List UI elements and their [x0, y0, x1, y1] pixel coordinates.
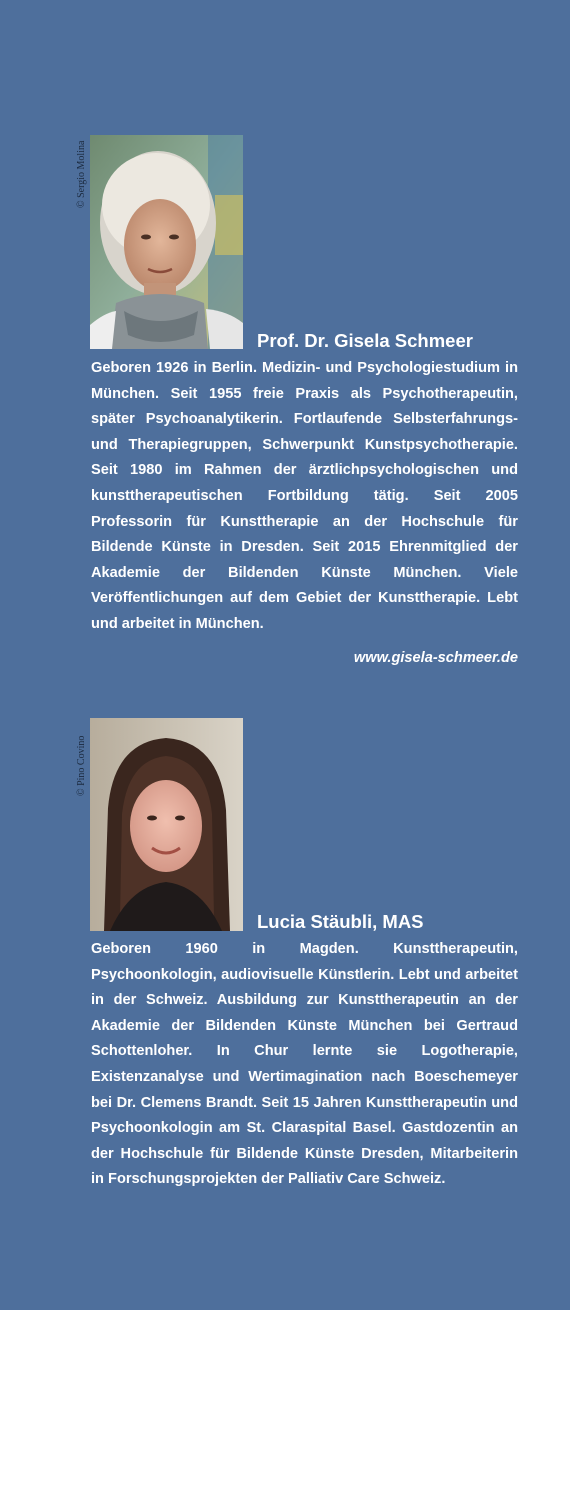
profile-bio: Geboren 1926 in Berlin. Medizin- und Psychologiestudium in München. Seit 1955 freie Praxis als Psychotherapeutin, später Psychoanalytikerin. Fortlaufende Selbsterfahrungs- und Therapiegruppen, Schwerpunkt Kunstpsychotherapie. Seit 1980 im Rahmen der ärztlichpsychologischen und kunsttherapeutischen Fortbildung tätig. Seit 2005 Professorin für Kunsttherapie an der Hochschule für Bildende Künste in Dresden. Seit 2015 Ehrenmitglied der Akademie der Bildenden Künste München. Viele Veröffentlichungen auf dem Gebiet der Kunsttherapie. Lebt und arbeitet in München.	[91, 360, 518, 632]
profile-name: Prof. Dr. Gisela Schmeer	[257, 330, 473, 351]
website-link[interactable]: www.gisela-schmeer.de	[353, 650, 518, 666]
photo-credit: © Pino Covino	[76, 735, 87, 796]
profile-bio: Geboren 1960 in Magden. Kunsttherapeutin, Psychoonkologin, audiovisuelle Künstlerin. Lebt und arbeitet in der Schweiz. Ausbildung zur Kunsttherapeutin an der Akademie der Bildenden Künste München bei Gertraud Schottenloher. In Chur lernte sie Logotherapie, Existenzanalyse und Wertimagination nach Boeschemeyer bei Dr. Clemens Brandt. Seit 15 Jahren Kunsttherapeutin und Psychoonkologin am St. Claraspital Basel. Gastdozentin an der Hochschule für Bildende Künste Dresden, Mitarbeiterin in Forschungsprojekten der Palliativ Care Schweiz.	[91, 941, 518, 1188]
profile-name: Lucia Stäubli, MAS	[257, 911, 424, 932]
portrait-photo	[90, 718, 243, 931]
photo-credit: © Sergio Molina	[76, 140, 87, 208]
portrait-photo	[90, 135, 243, 349]
